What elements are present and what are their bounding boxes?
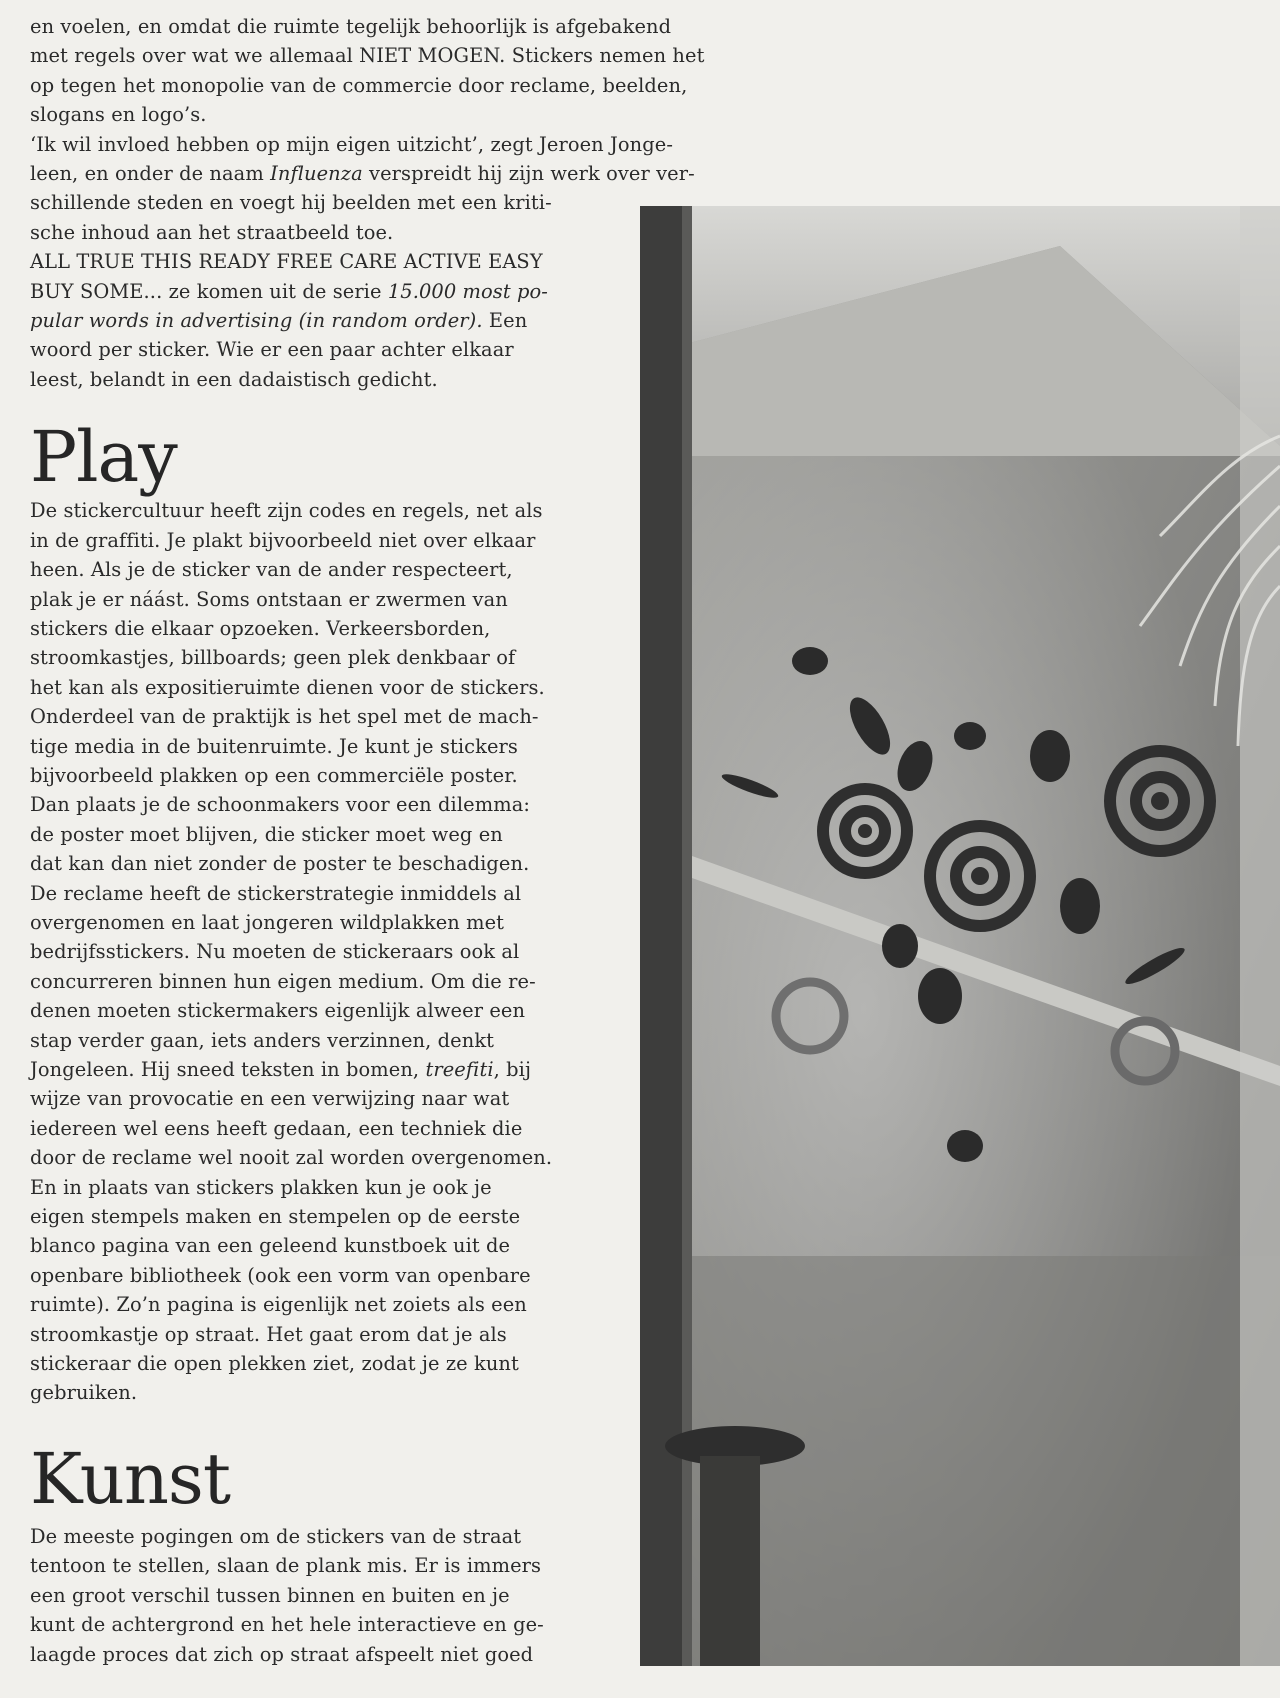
text-line: een groot verschil tussen binnen en buiten en je [30, 1583, 510, 1607]
text-line: concurreren binnen hun eigen medium. Om die re- [30, 969, 536, 993]
text-line: met regels over wat we allemaal NIET MOGEN. Stickers nemen het [30, 44, 705, 68]
text-line: laagde proces dat zich op straat afspeelt niet goed [30, 1642, 534, 1666]
play-paragraph [30, 496, 630, 1408]
text-line: De meeste pogingen om de stickers van de straat [30, 1524, 522, 1548]
heading-kunst: Kunst [30, 1437, 230, 1520]
text-line: plak je er náást. Soms ontstaan er zwermen van [30, 587, 508, 611]
text-line: het kan als expositieruimte dienen voor de stickers. [30, 675, 545, 699]
intro-paragraph-1 [30, 12, 805, 130]
text-line: de poster moet blijven, die sticker moet weg en [30, 822, 503, 846]
text-line: Dan plaats je de schoonmakers voor een dilemma: [30, 793, 530, 817]
text-line: De reclame heeft de stickerstrategie inmiddels al [30, 881, 522, 905]
text-line: tentoon te stellen, slaan de plank mis. Er is immers [30, 1554, 542, 1578]
text-line: ‘Ik wil invloed hebben op mijn eigen uitzicht’, zegt Jeroen Jonge- [30, 132, 673, 156]
text-line: sche inhoud aan het straatbeeld toe. [30, 220, 394, 244]
kunst-paragraph [30, 1522, 630, 1669]
text-line: en voelen, en omdat die ruimte tegelijk behoorlijk is afgebakend [30, 15, 672, 38]
text-line: openbare bibliotheek (ook een vorm van openbare [30, 1263, 531, 1287]
text-line: leest, belandt in een dadaistisch gedicht. [30, 367, 438, 391]
text-line: schillende steden en voegt hij beelden met een kriti- [30, 191, 552, 215]
photo-illustration [640, 206, 1280, 1684]
text-line: Onderdeel van de praktijk is het spel met de mach- [30, 705, 539, 729]
influenza-name: Influenza [270, 162, 363, 186]
play-lines-before [30, 499, 545, 1051]
series-title: 15.000 most po- [387, 279, 548, 303]
text-line: denen moeten stickermakers eigenlijk alweer een [30, 999, 526, 1023]
text-line: gebruiken. [30, 1381, 138, 1405]
text-line: De stickercultuur heeft zijn codes en regels, net als [30, 499, 543, 523]
text-line: iedereen wel eens heeft gedaan, een techniek die [30, 1116, 523, 1140]
text-line: stroomkastjes, billboards; geen plek denkbaar of [30, 646, 516, 670]
text-line: bedrijfsstickers. Nu moeten de stickeraars ook al [30, 940, 520, 964]
text-line: dat kan dan niet zonder de poster te beschadigen. [30, 852, 530, 876]
text-line: kunt de achtergrond en het hele interactieve en ge- [30, 1613, 544, 1637]
text-line: blanco pagina van een geleend kunstboek uit de [30, 1234, 511, 1258]
intro-paragraph-3 [30, 247, 630, 394]
series-title-cont: pular words in advertising (in random order). [30, 309, 483, 333]
text-line: op tegen het monopolie van de commercie door reclame, beelden, [30, 73, 688, 97]
text-line: in de graffiti. Je plakt bijvoorbeeld niet over elkaar [30, 528, 536, 552]
text-line: eigen stempels maken en stempelen op de eerste [30, 1205, 521, 1229]
text-line: ruimte). Zo’n pagina is eigenlijk net zoiets als een [30, 1293, 527, 1317]
text-line: BUY SOME... ze komen uit de serie [30, 279, 388, 303]
text-line: heen. Als je de sticker van de ander respecteert, [30, 558, 513, 582]
text-line: bijvoorbeeld plakken op een commerciële poster. [30, 763, 518, 787]
text-line: door de reclame wel nooit zal worden overgenomen. [30, 1146, 553, 1170]
text-line: stap verder gaan, iets anders verzinnen, denkt [30, 1028, 495, 1052]
text-line: verspreidt hij zijn werk over ver- [362, 162, 695, 186]
text-line: stickers die elkaar opzoeken. Verkeersborden, [30, 616, 491, 640]
text-line: stickeraar die open plekken ziet, zodat je ze kunt [30, 1352, 519, 1376]
text-line: En in plaats van stickers plakken kun je ook je [30, 1175, 492, 1199]
sticker-wall-photo [640, 206, 1280, 1684]
text-line: Een [482, 309, 528, 333]
text-line: tige media in de buitenruimte. Je kunt je stickers [30, 734, 518, 758]
text-column [30, 12, 705, 1669]
treefiti-word: treefiti [425, 1058, 494, 1081]
text-line: leen, en onder de naam [30, 162, 271, 186]
text-line: woord per sticker. Wie er een paar achter elkaar [30, 338, 514, 362]
text-line: , bij [493, 1058, 532, 1081]
heading-play: Play [30, 416, 177, 499]
play-lines-after [30, 1087, 552, 1404]
text-line: stroomkastje op straat. Het gaat erom dat je als [30, 1322, 507, 1346]
text-line: wijze van provocatie en een verwijzing naar wat [30, 1087, 510, 1111]
text-line: ALL TRUE THIS READY FREE CARE ACTIVE EASY [30, 250, 543, 274]
text-line: overgenomen en laat jongeren wildplakken met [30, 910, 505, 934]
text-line: slogans en logo’s. [30, 103, 207, 127]
text-line: Jongeleen. Hij sneed teksten in bomen, [30, 1058, 426, 1081]
